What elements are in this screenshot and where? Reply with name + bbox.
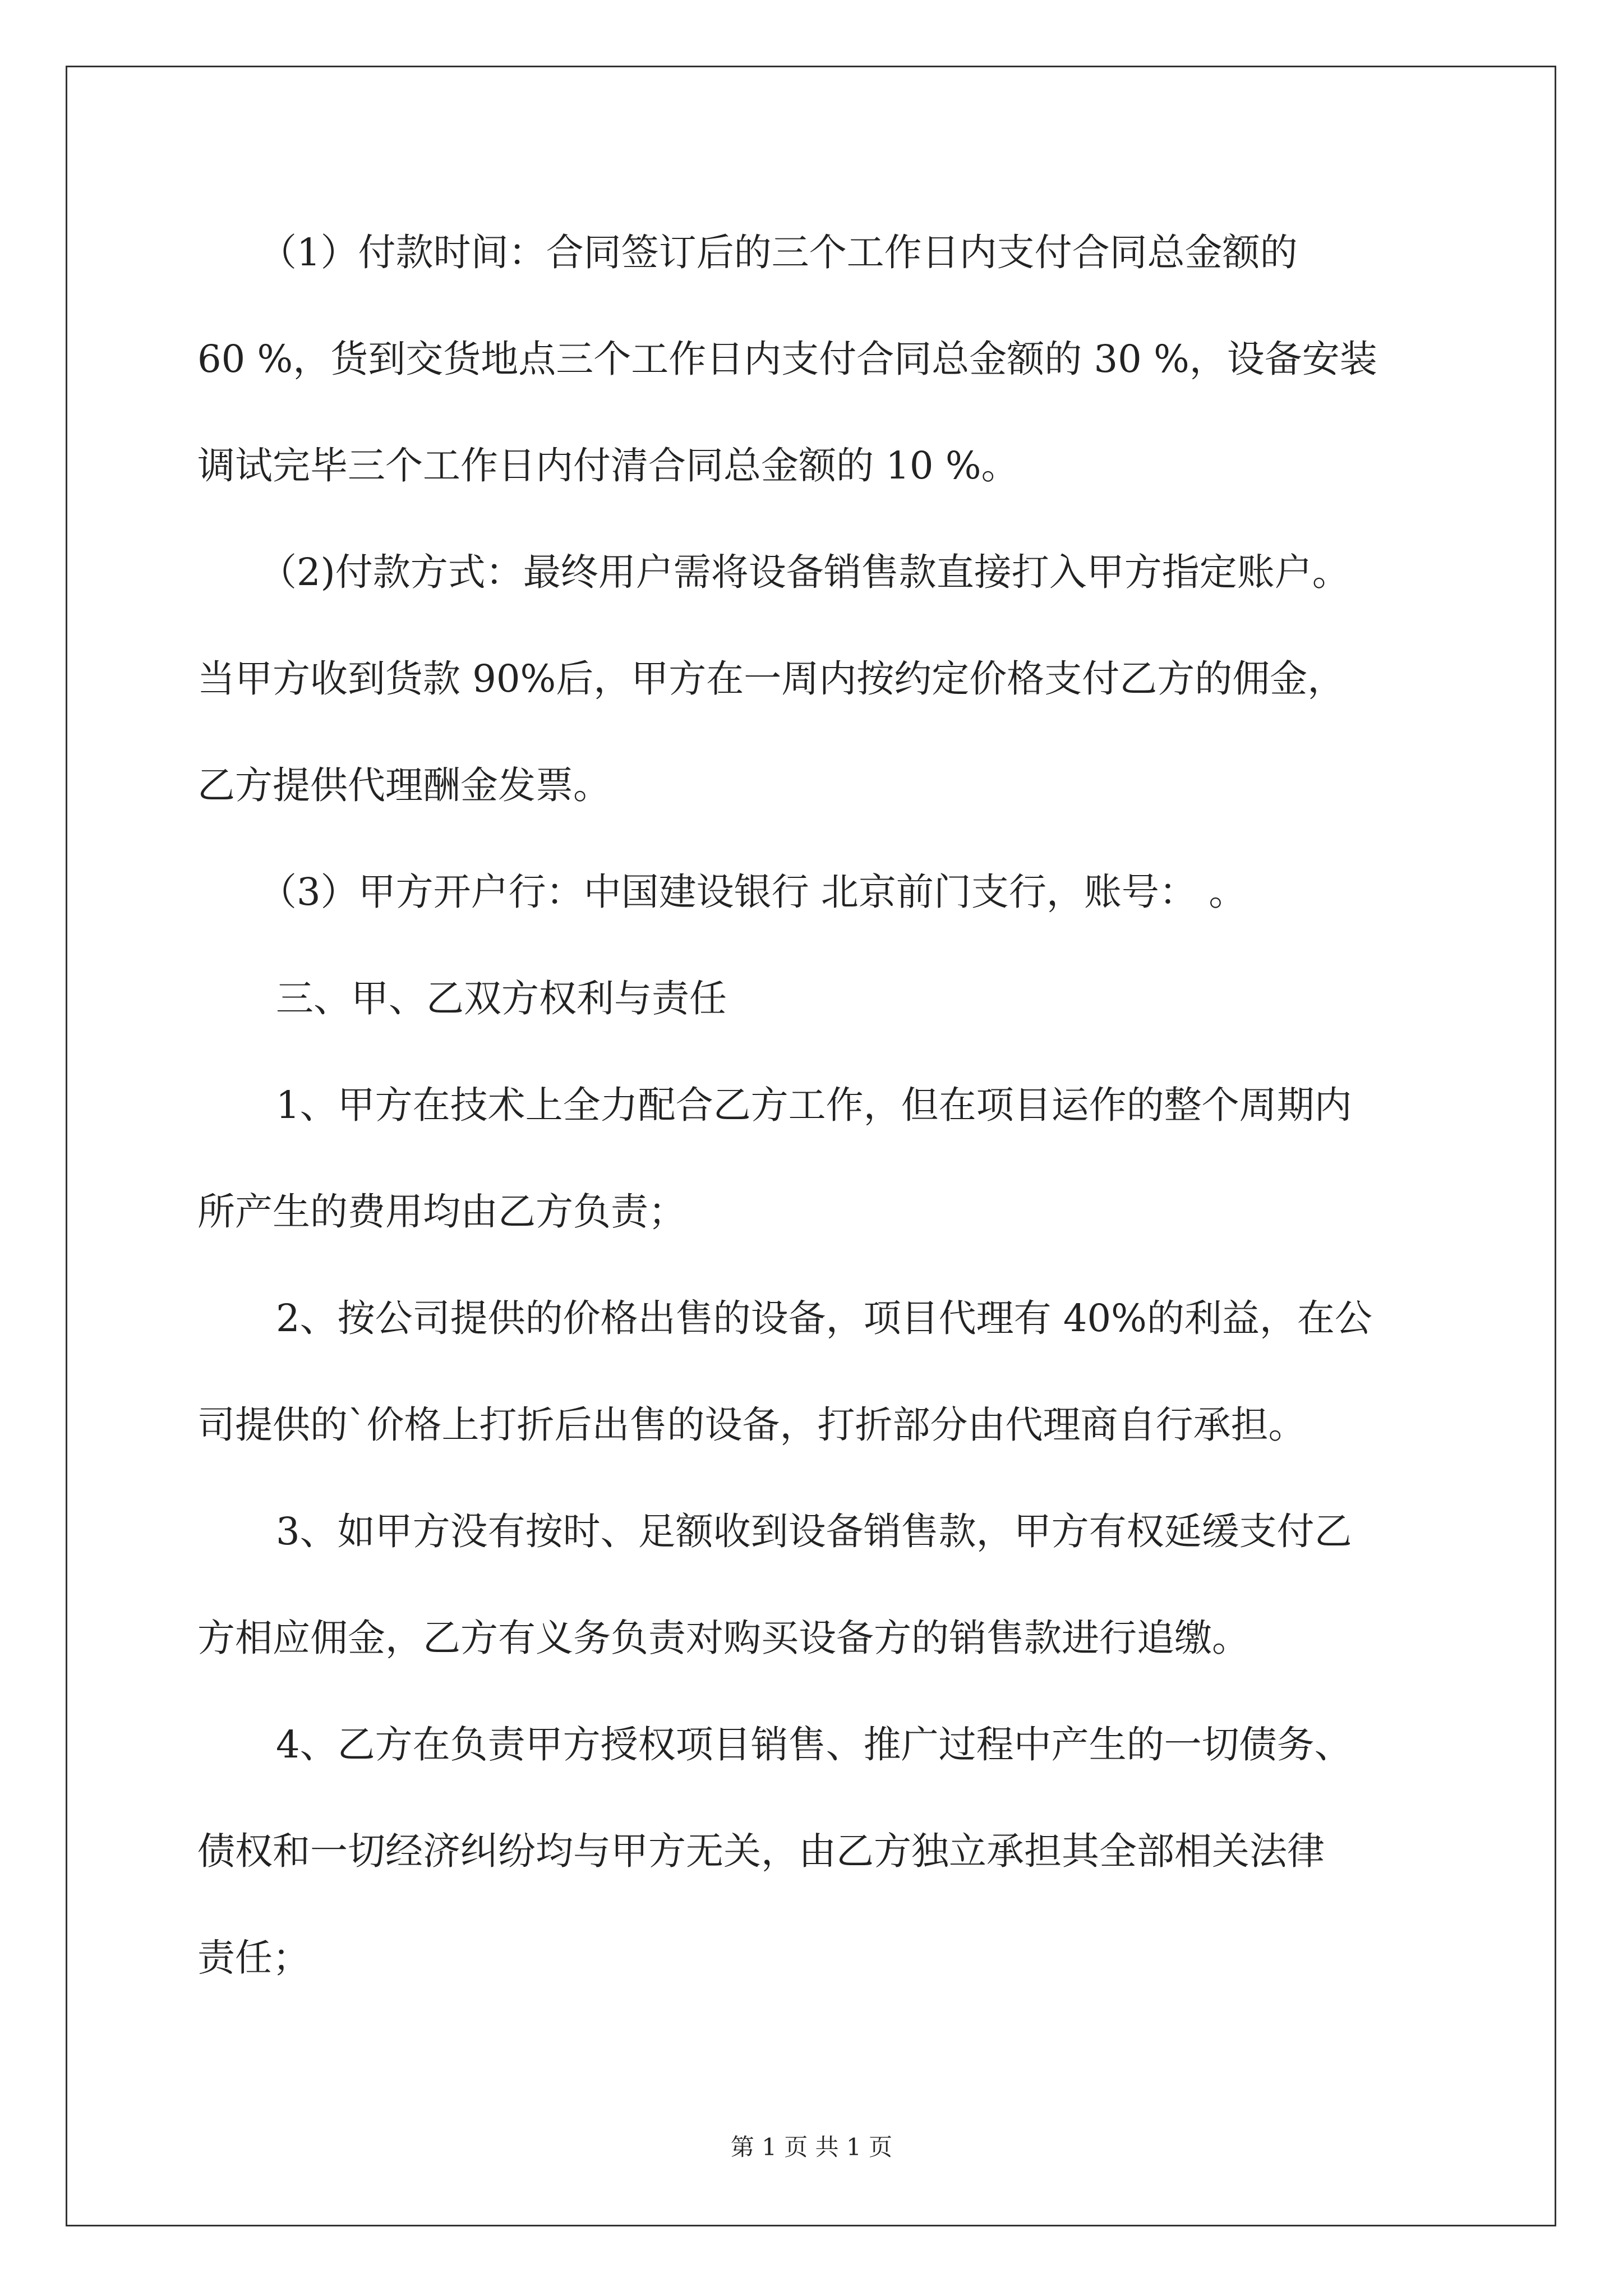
- paragraph-2-line-3: 乙方提供代理酬金发票。: [197, 763, 611, 807]
- item-4-line-3: 责任；: [197, 1936, 310, 1980]
- item-2-line-1: 2、按公司提供的价格出售的设备，项目代理有 40%的利益，在公: [276, 1296, 1372, 1340]
- paragraph-1-line-3: 调试完毕三个工作日内付清合同总金额的 10 %。: [197, 444, 1019, 487]
- page-footer: 第 1 页 共 1 页: [730, 2133, 893, 2161]
- paragraph-2-line-1: （2)付款方式：最终用户需将设备销售款直接打入甲方指定账户。: [259, 550, 1350, 594]
- item-4-line-2: 债权和一切经济纠纷均与甲方无关，由乙方独立承担其全部相关法律: [197, 1829, 1325, 1873]
- paragraph-3-line-1: （3）甲方开户行：中国建设银行 北京前门支行，账号： 。: [259, 870, 1247, 914]
- item-1-line-2: 所产生的费用均由乙方负责；: [197, 1190, 686, 1234]
- item-4-line-1: 4、乙方在负责甲方授权项目销售、推广过程中产生的一切债务、: [276, 1723, 1352, 1766]
- paragraph-1-line-2: 60 %，货到交货地点三个工作日内支付合同总金额的 30 %，设备安装: [197, 337, 1377, 381]
- paragraph-2-line-2: 当甲方收到货款 90%后，甲方在一周内按约定价格支付乙方的佣金，: [197, 657, 1345, 701]
- section-heading: 三、甲、乙双方权利与责任: [276, 977, 727, 1020]
- paragraph-1-line-1: （1）付款时间：合同签订后的三个工作日内支付合同总金额的: [259, 231, 1298, 274]
- page-border: [66, 66, 1556, 2226]
- item-1-line-1: 1、甲方在技术上全力配合乙方工作，但在项目运作的整个周期内: [276, 1083, 1352, 1127]
- item-3-line-1: 3、如甲方没有按时、足额收到设备销售款，甲方有权延缓支付乙: [276, 1510, 1352, 1553]
- item-3-line-2: 方相应佣金，乙方有义务负责对购买设备方的销售款进行追缴。: [197, 1616, 1249, 1660]
- item-2-line-2: 司提供的`价格上打折后出售的设备，打折部分由代理商自行承担。: [197, 1403, 1306, 1447]
